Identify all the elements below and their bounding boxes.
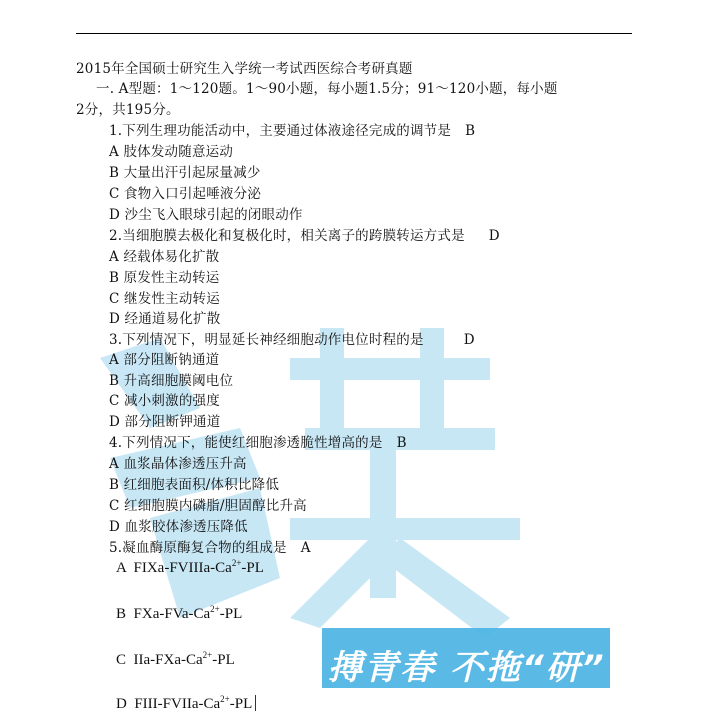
question-3-option-c: C 减小刺激的强度 [109,393,220,409]
question-2-answer: D [488,228,500,244]
question-3-stem: 3.下列情况下，明显延长神经细胞动作电位时程的是 D [109,332,475,348]
question-2-option-d: D 经通道易化扩散 [109,311,221,327]
question-1-option-b: B 大量出汗引起尿量减少 [109,165,261,181]
question-3-option-b: B 升高细胞膜阈电位 [109,373,234,389]
question-4-option-c: C 红细胞膜内磷脂/胆固醇比升高 [109,498,307,514]
question-5-answer: A [300,540,311,556]
question-5-option-d: D FIII-$FVIIa-Ca^{2+}-PL$ [116,694,256,713]
question-3-option-a: A 部分阻断钠通道 [109,352,220,368]
question-2-stem: 2.当细胞膜去极化和复极化时，相关离子的跨膜转运方式是 D [109,228,500,244]
question-5-option-b: B FXa-$FVa-Ca^{2+}-PL$ [116,604,243,622]
question-3-answer: D [463,332,475,348]
document-title: 2015年全国硕士研究生入学统一考试西医综合考研真题 [76,61,413,77]
question-4-answer: B [396,435,407,451]
question-3-option-d: D 部分阻断钾通道 [109,414,221,430]
question-2-option-c: C 继发性主动转运 [109,291,220,307]
question-4-stem: 4.下列情况下，能使红细胞渗透脆性增高的是 B [109,435,407,451]
question-5-option-c: C IIa-$FXa-Ca^{2+}-PL$ [116,650,235,668]
question-2-option-a: A 经载体易化扩散 [109,249,220,265]
section-intro-line-2: 2分，共195分。 [76,102,180,118]
question-1-answer: B [465,123,476,139]
text-cursor [255,695,256,711]
question-2-option-b: B 原发性主动转运 [109,270,220,286]
question-4-option-b: B 红细胞表面积/体积比降低 [109,477,280,493]
header-rule [76,33,632,34]
question-5-stem: 5.凝血酶原酶复合物的组成是 A [109,540,311,556]
question-1-option-c: C 食物入口引起唾液分泌 [109,186,262,202]
question-5-option-a: A FIXa-$FVIIIa-Ca^{2+}-PL$ [116,558,264,576]
watermark-slogan: 搏青春 不拖“研” [328,648,606,688]
question-4-option-d: D 血浆胶体渗透压降低 [109,519,248,535]
question-1-stem: 1.下列生理功能活动中，主要通过体液途径完成的调节是 B [109,123,476,139]
section-intro-line-1: 一. A型题：1～120题。1～90小题，每小题1.5分；91～120小题，每小题 [96,81,558,97]
question-1-option-a: A 肢体发动随意运动 [109,144,234,160]
question-4-option-a: A 血浆晶体渗透压升高 [109,456,247,472]
question-1-option-d: D 沙尘飞入眼球引起的闭眼动作 [109,207,303,223]
